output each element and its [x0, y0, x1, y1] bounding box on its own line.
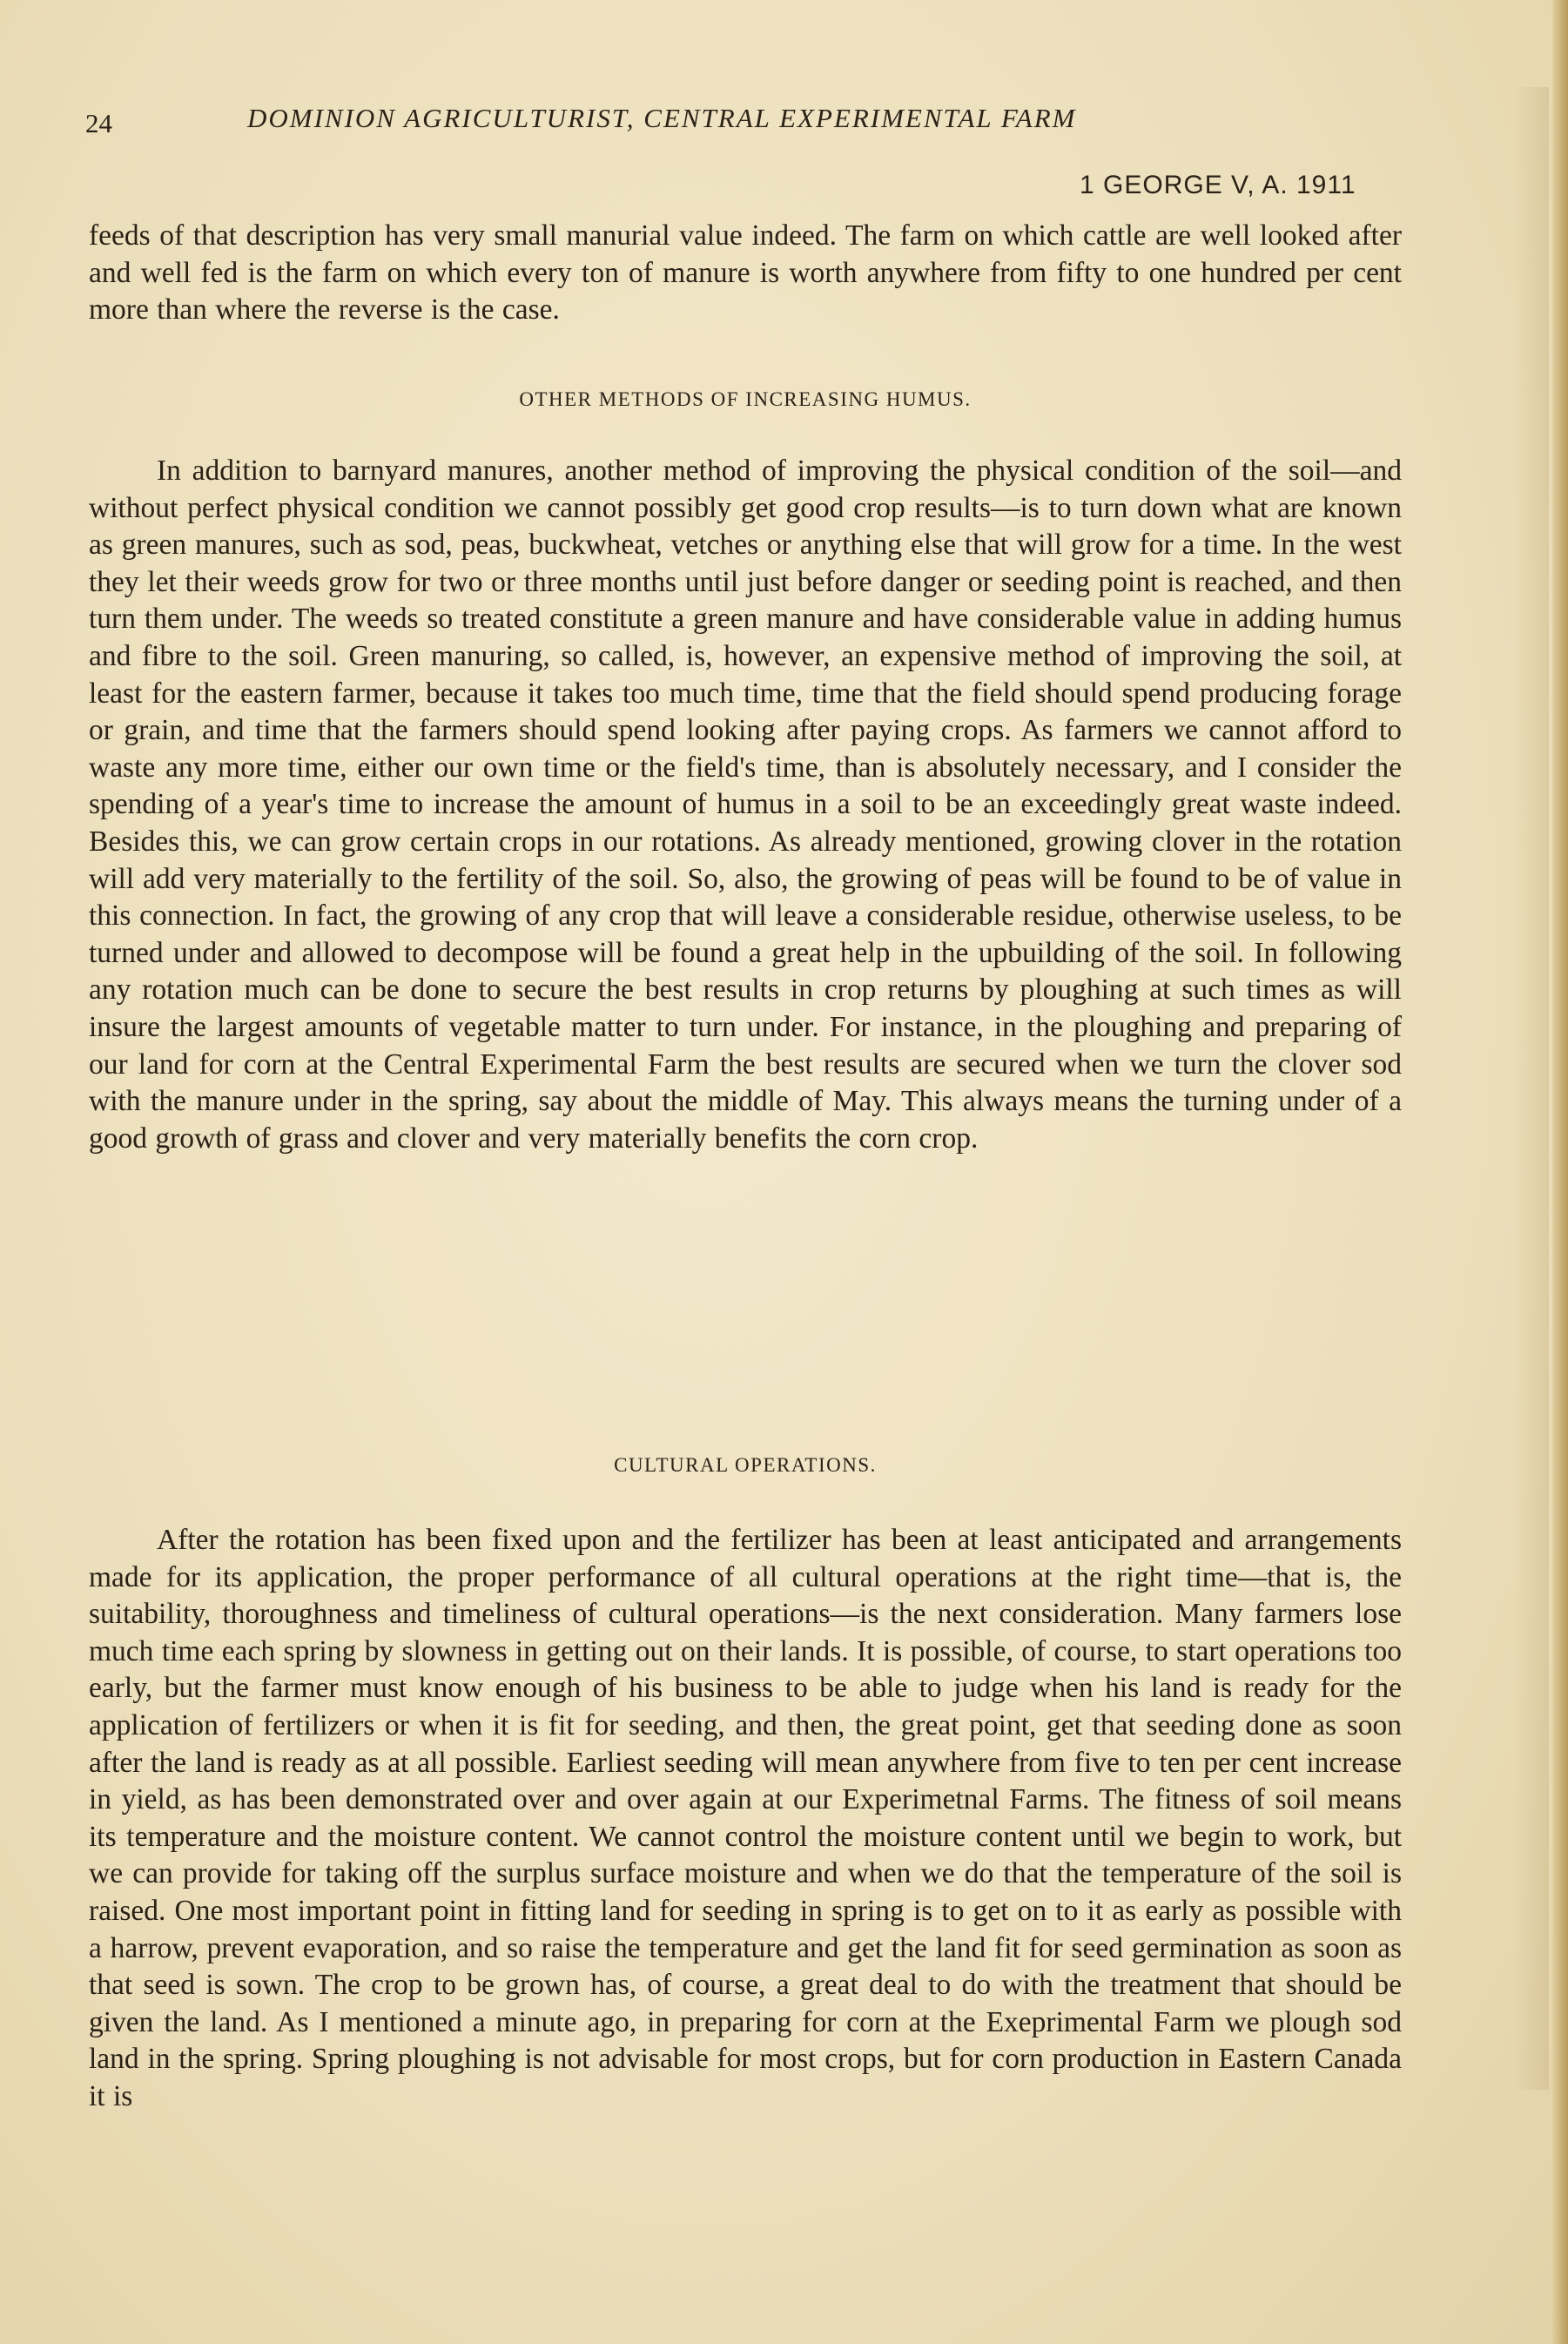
page-binding-edge: [1552, 0, 1568, 2344]
paragraph-humus: In addition to barnyard manures, another method of improving the physical condition of the soil—and without perfect physical condition we cannot possibly get good crop results—is to turn down what are known as green manures, such as sod, peas, buckwheat, vetches or anything else that will grow for a time. In the west they let their weeds grow for two or three months until just before danger or seeding point is reached, and then turn them under. The weeds so treated constitute a green manure and have considerable value in adding humus and fibre to the soil. Green manuring, so called, is, however, an expensive method of improving the soil, at least for the eastern farmer, because it takes too much time, time that the field should spend producing forage or grain, and time that the farmers should spend looking after paying crops. As farmers we cannot afford to waste any more time, either our own time or the field's time, than is absolutely necessary, and I consider the spending of a year's time to increase the amount of humus in a soil to be an exceedingly great waste indeed. Besides this, we can grow certain crops in our rotations. As already mentioned, growing clover in the rotation will add very materially to the fertility of the soil. So, also, the growing of peas will be found to be of value in this connection. In fact, the growing of any crop that will leave a considerable residue, otherwise useless, to be turned under and allowed to decompose will be found a great help in the upbuilding of the soil. In following any rotation much can be done to secure the best results in crop returns by ploughing at such times as will insure the largest amounts of vegetable matter to turn under. For instance, in the ploughing and preparing of our land for corn at the Central Experimental Farm the best results are secured when we turn the clover sod with the manure under in the spring, say about the middle of May. This always means the turning under of a good growth of grass and clover and very materially benefits the corn crop.: [89, 455, 1402, 1155]
paragraph-cultural: After the rotation has been fixed upon and the fertilizer has been at least anticipated and arrangements made for its application, the proper performance of all cultural operations at the right time—that is, the suitability, thoroughness and timeliness of cultural operations—is the next consideration. Many farmers lose much time each spring by slowness in getting out on their lands. It is possible, of course, to start operations too early, but the farmer must know enough of his business to be able to judge when his land is ready for the application of fertilizers or when it is fit for seeding, and then, the great point, get that seeding done as soon after the land is ready as at all possible. Earliest seeding will mean anywhere from five to ten per cent increase in yield, as has been demonstrated over and over again at our Experimetnal Farms. The fitness of soil means its temperature and the moisture content. We cannot control the moisture content until we begin to work, but we can provide for taking off the surplus surface moisture and when we do that the temperature of the soil is raised. One most important point in fitting land for seeding in spring is to get on to it as early as possible with a harrow, prevent evaporation, and so raise the temperature and get the land fit for seed germination as soon as that seed is sown. The crop to be grown has, of course, a great deal to do with the treatment that should be given the land. As I mentioned a minute ago, in preparing for corn at the Exeprimental Farm we plough sod land in the spring. Spring ploughing is not advisable for most crops, but for corn production in Eastern Canada it is: [89, 1524, 1402, 2112]
section-heading-humus: OTHER METHODS OF INCREASING HUMUS.: [519, 388, 972, 410]
page-edge-stain: [1514, 87, 1549, 2090]
paragraph-continuation: feeds of that description has very small manurial value indeed. The farm on which cattle are well looked after and well fed is the farm on which every ton of manure is worth anywhere from fifty to one hundred per cent more than where the reverse is the case.: [89, 219, 1402, 327]
running-title: DOMINION AGRICULTURIST, CENTRAL EXPERIMENTAL FARM: [247, 103, 1077, 133]
section-heading-cultural: CULTURAL OPERATIONS.: [614, 1454, 877, 1476]
session-reference: 1 GEORGE V, A. 1911: [1080, 171, 1356, 199]
running-head: [85, 103, 1348, 146]
page-number: 24: [85, 108, 112, 138]
